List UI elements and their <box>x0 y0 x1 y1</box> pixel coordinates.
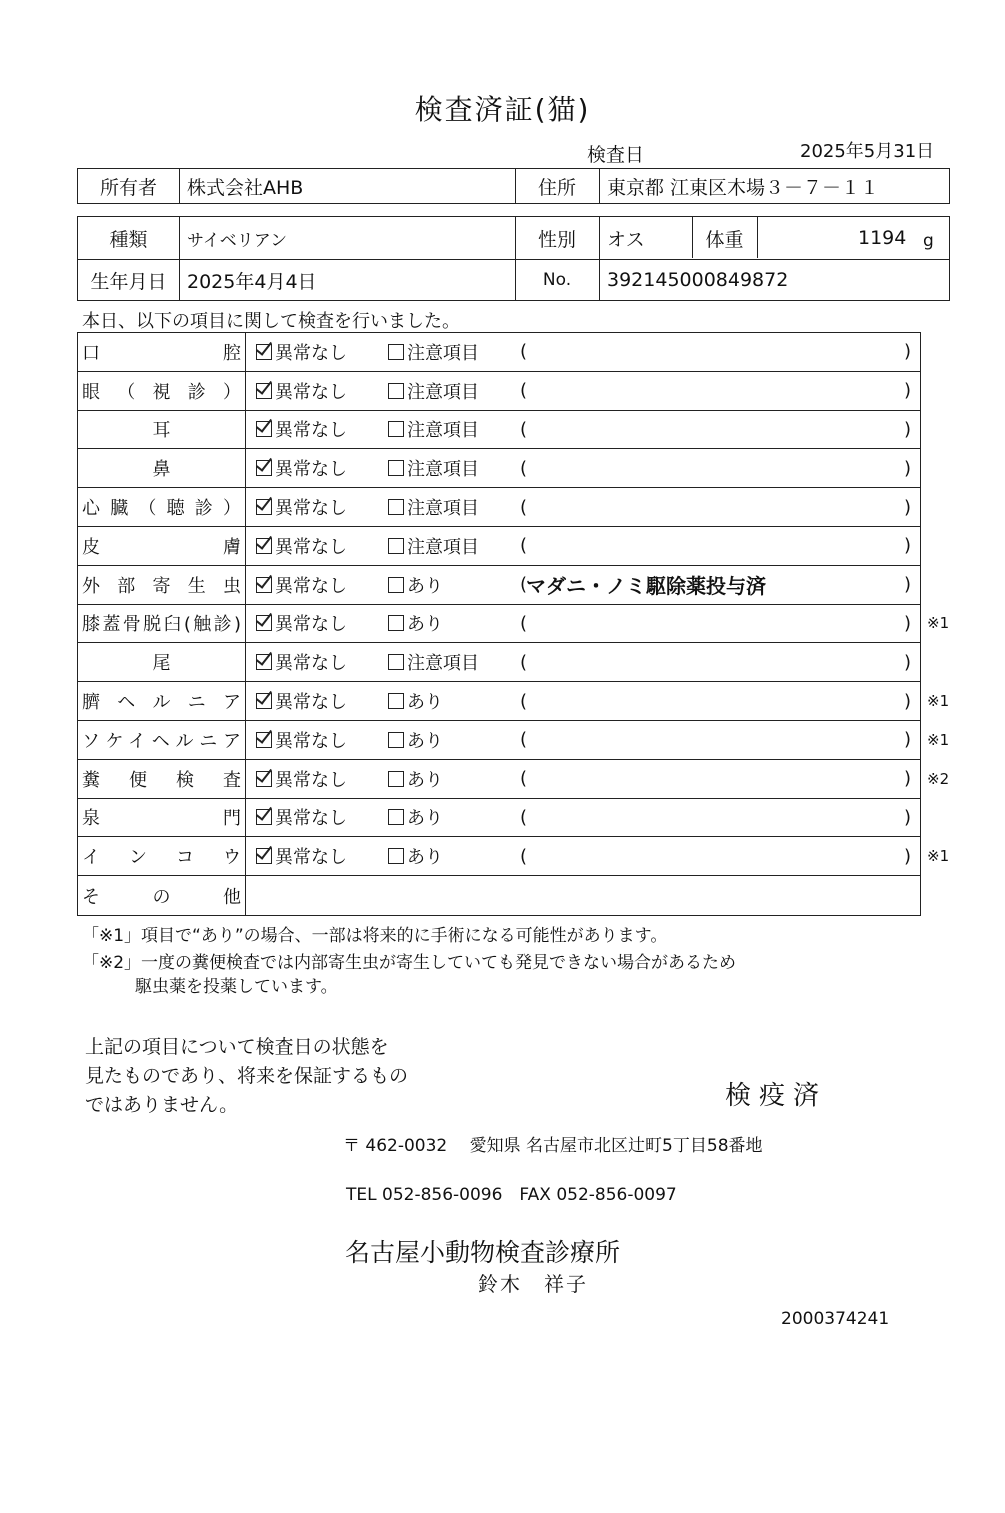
present-checkbox[interactable] <box>388 799 443 837</box>
clinic-person: 鈴木 祥子 <box>478 1272 588 1296</box>
exam-row-mark: ※1 <box>927 847 950 866</box>
caution-checkbox[interactable] <box>388 488 479 526</box>
breed-value: サイベリアン <box>187 230 288 251</box>
present-checkbox[interactable] <box>388 837 443 875</box>
normal-checkbox[interactable] <box>256 799 347 837</box>
exam-row-label: 糞便検査 <box>82 769 241 791</box>
no-label: No. <box>542 270 572 290</box>
normal-checkbox[interactable] <box>256 721 347 759</box>
no-value: 392145000849872 <box>607 269 789 291</box>
caution-checkbox[interactable] <box>388 333 479 371</box>
checked-box-icon <box>256 732 272 748</box>
note-close-paren: ) <box>904 380 912 402</box>
present-checkbox[interactable] <box>388 760 443 798</box>
exam-row-label-cell <box>78 566 246 604</box>
note-open-paren: ( <box>520 535 528 557</box>
present-checkbox[interactable] <box>388 605 443 643</box>
present-checkbox[interactable] <box>388 721 443 759</box>
exam-row <box>78 760 950 799</box>
normal-label: 異常なし <box>275 808 347 830</box>
exam-row-label-cell <box>78 411 246 449</box>
caution-checkbox[interactable] <box>388 527 479 565</box>
exam-row-label: 口 腔 <box>82 342 241 364</box>
exam-row-label-cell <box>78 837 246 875</box>
caution-label: 注意項目 <box>407 498 479 520</box>
disclaimer-line-1: 上記の項目について検査日の状態を <box>85 1036 389 1058</box>
exam-row <box>78 527 920 566</box>
inspection-stamp: 検疫済 <box>725 1081 828 1111</box>
normal-label: 異常なし <box>275 459 347 481</box>
caution-checkbox[interactable] <box>388 449 479 487</box>
normal-label: 異常なし <box>275 381 347 403</box>
caution-checkbox[interactable] <box>388 411 479 449</box>
note-open-paren: ( <box>520 457 528 479</box>
exam-row-label: その他 <box>82 886 241 908</box>
note-close-paren: ) <box>904 418 912 440</box>
exam-row-label: 尾 <box>152 653 171 675</box>
normal-checkbox[interactable] <box>256 449 347 487</box>
pet-table <box>77 216 950 301</box>
checked-box-icon <box>256 654 272 670</box>
exam-row <box>78 488 920 527</box>
exam-row-label-cell <box>78 760 246 798</box>
breed-label: 種類 <box>109 228 148 251</box>
caution-checkbox[interactable] <box>388 643 479 681</box>
caution-checkbox[interactable] <box>388 372 479 410</box>
note-close-paren: ) <box>904 729 912 751</box>
disclaimer-line-2: 見たものであり、将来を保証するもの <box>85 1065 409 1087</box>
checked-box-icon <box>256 809 272 825</box>
note-close-paren: ) <box>904 535 912 557</box>
exam-row-label: ソケイヘルニア <box>82 730 241 752</box>
exam-row <box>78 721 950 760</box>
checked-box-icon <box>256 344 272 360</box>
exam-row-label: 鼻 <box>152 459 171 481</box>
note-close-paren: ) <box>904 341 912 363</box>
exam-row-label: 皮 膚 <box>82 536 241 558</box>
empty-box-icon <box>388 577 404 593</box>
exam-row-label-cell <box>78 721 246 759</box>
note-open-paren: ( <box>520 729 528 751</box>
present-label: あり <box>407 847 443 869</box>
normal-label: 異常なし <box>275 847 347 869</box>
normal-checkbox[interactable] <box>256 488 347 526</box>
note-close-paren: ) <box>904 496 912 518</box>
normal-checkbox[interactable] <box>256 333 347 371</box>
address-label: 住所 <box>537 176 576 199</box>
birth-label: 生年月日 <box>90 270 167 293</box>
exam-row-label-cell <box>78 372 246 410</box>
exam-row-label-cell <box>78 449 246 487</box>
normal-label: 異常なし <box>275 614 347 636</box>
exam-row-label-cell <box>78 527 246 565</box>
normal-checkbox[interactable] <box>256 605 347 643</box>
weight-label: 体重 <box>705 228 744 251</box>
exam-row-label-cell <box>78 333 246 371</box>
exam-row-label-cell <box>78 643 246 681</box>
checked-box-icon <box>256 577 272 593</box>
caution-label: 注意項目 <box>407 342 479 364</box>
empty-box-icon <box>388 383 404 399</box>
exam-row <box>78 566 920 605</box>
note-open-paren: ( <box>520 690 528 712</box>
exam-row <box>78 333 920 372</box>
footnote-2-cont: 駆虫薬を投薬しています。 <box>135 977 338 997</box>
normal-label: 異常なし <box>275 420 347 442</box>
weight-value: 1194 <box>858 227 907 249</box>
empty-box-icon <box>388 732 404 748</box>
exam-date-label: 検査日 <box>587 144 645 166</box>
exam-row <box>78 876 920 915</box>
note-close-paren: ) <box>904 574 912 596</box>
caution-label: 注意項目 <box>407 536 479 558</box>
checked-box-icon <box>256 848 272 864</box>
exam-row <box>78 449 920 488</box>
normal-label: 異常なし <box>275 498 347 520</box>
note-close-paren: ) <box>904 690 912 712</box>
normal-checkbox[interactable] <box>256 527 347 565</box>
clinic-address: 〒 462-0032 愛知県 名古屋市北区辻町5丁目58番地 <box>343 1136 763 1156</box>
normal-checkbox[interactable] <box>256 566 347 604</box>
checked-box-icon <box>256 421 272 437</box>
caution-label: 注意項目 <box>407 459 479 481</box>
exam-row <box>78 682 950 721</box>
exam-row-label-cell <box>78 488 246 526</box>
exam-row <box>78 411 920 450</box>
disclaimer-line-3: ではありません。 <box>85 1094 239 1116</box>
note-close-paren: ) <box>904 768 912 790</box>
note-close-paren: ) <box>904 651 912 673</box>
sex-value: オス <box>607 228 645 251</box>
empty-box-icon <box>388 848 404 864</box>
exam-row <box>78 372 920 411</box>
owner-value: 株式会社AHB <box>187 176 304 199</box>
present-label: あり <box>407 769 443 791</box>
checked-box-icon <box>256 615 272 631</box>
exam-row-label: インコウ <box>82 847 241 869</box>
note-open-paren: ( <box>520 418 528 440</box>
normal-label: 異常なし <box>275 575 347 597</box>
empty-box-icon <box>388 344 404 360</box>
checked-box-icon <box>256 771 272 787</box>
present-checkbox[interactable] <box>388 682 443 720</box>
exam-row <box>78 605 950 644</box>
sex-label: 性別 <box>537 228 576 251</box>
normal-label: 異常なし <box>275 342 347 364</box>
footnote-1: 「※1」項目で“あり”の場合、一部は将来的に手術になる可能性があります。 <box>82 926 668 946</box>
present-label: あり <box>407 692 443 714</box>
note-open-paren: ( <box>520 612 528 634</box>
empty-box-icon <box>388 499 404 515</box>
empty-box-icon <box>388 615 404 631</box>
normal-label: 異常なし <box>275 769 347 791</box>
exam-row-label: 膝蓋骨脱臼(触診) <box>82 614 241 636</box>
exam-row-mark: ※1 <box>927 692 950 711</box>
normal-checkbox[interactable] <box>256 372 347 410</box>
exam-row-label-cell <box>78 682 246 720</box>
empty-box-icon <box>388 538 404 554</box>
intro-text: 本日、以下の項目に関して検査を行いました。 <box>82 311 460 332</box>
note-close-paren: ) <box>904 806 912 828</box>
exam-row-mark: ※2 <box>927 769 950 788</box>
normal-checkbox[interactable] <box>256 837 347 875</box>
caution-label: 注意項目 <box>407 381 479 403</box>
normal-label: 異常なし <box>275 692 347 714</box>
address-value: 東京都 江東区木場３－７－１１ <box>607 176 880 199</box>
note-close-paren: ) <box>904 612 912 634</box>
note-open-paren: ( <box>520 574 528 596</box>
document-title: 検査済証(猫) <box>414 93 591 126</box>
present-checkbox[interactable] <box>388 566 443 604</box>
clinic-name: 名古屋小動物検査診療所 <box>345 1238 621 1267</box>
note-open-paren: ( <box>520 341 528 363</box>
note-open-paren: ( <box>520 380 528 402</box>
exam-row-label: 眼（視診） <box>82 381 241 403</box>
exam-row-label: 耳 <box>152 420 171 442</box>
exam-row <box>78 643 920 682</box>
normal-checkbox[interactable] <box>256 760 347 798</box>
empty-box-icon <box>388 654 404 670</box>
caution-label: 注意項目 <box>407 420 479 442</box>
normal-label: 異常なし <box>275 730 347 752</box>
checked-box-icon <box>256 383 272 399</box>
checked-box-icon <box>256 499 272 515</box>
checked-box-icon <box>256 460 272 476</box>
note-open-paren: ( <box>520 768 528 790</box>
checked-box-icon <box>256 693 272 709</box>
note-open-paren: ( <box>520 806 528 828</box>
note-open-paren: ( <box>520 496 528 518</box>
present-label: あり <box>407 575 443 597</box>
exam-row-mark: ※1 <box>927 730 950 749</box>
normal-checkbox[interactable] <box>256 643 347 681</box>
exam-row-label-cell <box>78 799 246 837</box>
exam-row <box>78 837 950 876</box>
note-close-paren: ) <box>904 457 912 479</box>
weight-unit: g <box>923 231 934 251</box>
note-open-paren: ( <box>520 845 528 867</box>
note-open-paren: ( <box>520 651 528 673</box>
exam-row-mark: ※1 <box>927 614 950 633</box>
present-label: あり <box>407 730 443 752</box>
empty-box-icon <box>388 771 404 787</box>
normal-checkbox[interactable] <box>256 682 347 720</box>
footnote-2: 「※2」一度の糞便検査では内部寄生虫が寄生していても発見できない場合があるため <box>82 953 737 973</box>
present-label: あり <box>407 808 443 830</box>
empty-box-icon <box>388 693 404 709</box>
owner-table <box>77 168 950 204</box>
checked-box-icon <box>256 538 272 554</box>
exam-row-label: 心臓（聴診） <box>82 498 241 520</box>
exam-row-label: 外部寄生虫 <box>82 575 241 597</box>
normal-checkbox[interactable] <box>256 411 347 449</box>
exam-date-value: 2025年5月31日 <box>800 141 935 162</box>
empty-box-icon <box>388 421 404 437</box>
present-label: あり <box>407 614 443 636</box>
caution-label: 注意項目 <box>407 653 479 675</box>
normal-label: 異常なし <box>275 536 347 558</box>
empty-box-icon <box>388 809 404 825</box>
exam-row-label: 泉 門 <box>82 808 241 830</box>
exam-row-label-cell <box>78 876 246 915</box>
exam-row-label: 臍ヘルニア <box>82 692 241 714</box>
exam-row <box>78 799 920 838</box>
empty-box-icon <box>388 460 404 476</box>
exam-table <box>77 332 950 916</box>
birth-value: 2025年4月4日 <box>187 270 317 293</box>
normal-label: 異常なし <box>275 653 347 675</box>
owner-label: 所有者 <box>99 176 157 199</box>
exam-row-label-cell <box>78 605 246 643</box>
exam-row-note[interactable]: マダニ・ノミ駆除薬投与済 <box>526 574 766 599</box>
note-close-paren: ) <box>904 845 912 867</box>
clinic-phone: TEL 052-856-0096 FAX 052-856-0097 <box>346 1185 677 1205</box>
document-number: 2000374241 <box>781 1309 890 1329</box>
